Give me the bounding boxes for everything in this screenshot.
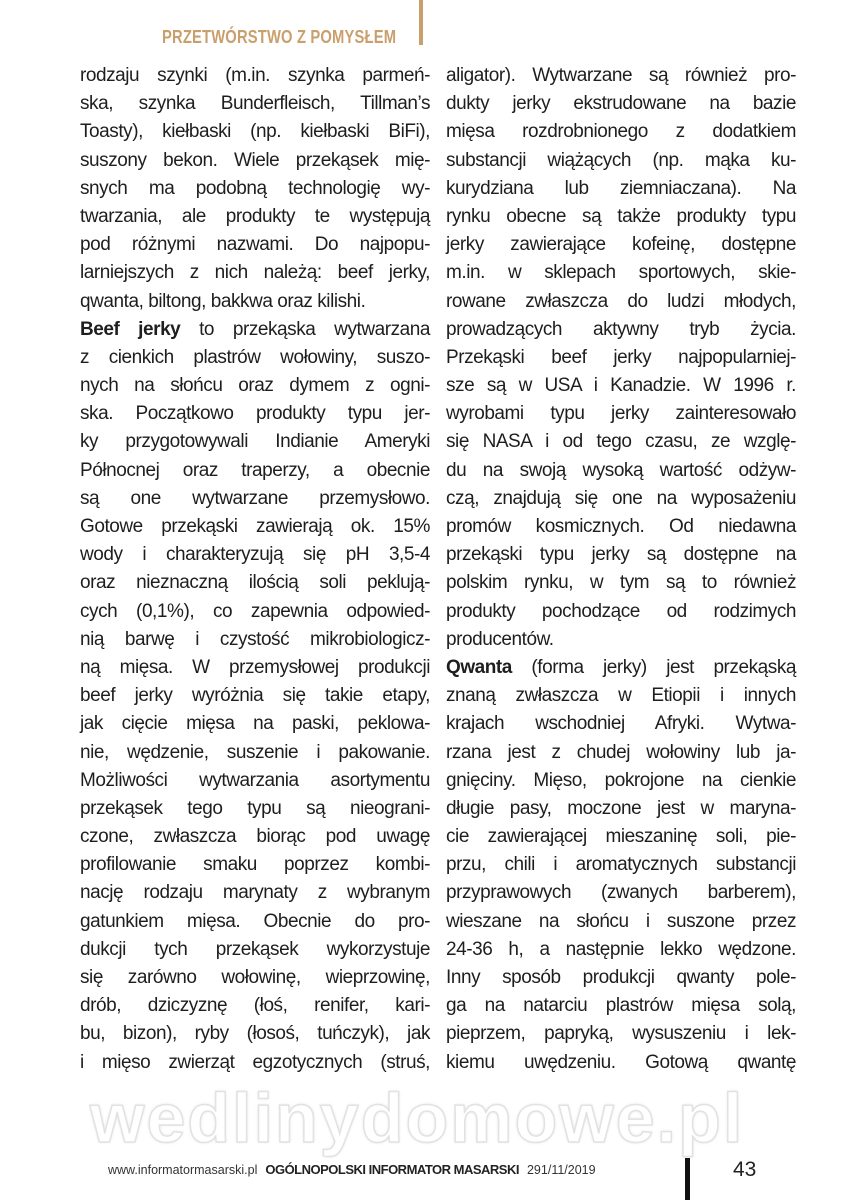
article-column-right: [446, 62, 796, 1077]
text-line: [80, 1020, 430, 1048]
text-line: [446, 428, 796, 456]
text-line: [80, 767, 430, 795]
line-text: nie, wędzenie, suszenie i pakowanie.: [80, 741, 430, 763]
line-text: znaną zwłaszcza w Etiopii i innych: [446, 685, 796, 707]
text-line: [446, 231, 796, 259]
text-line: [80, 62, 430, 90]
text-line: [80, 372, 430, 400]
line-text: ska. Początkowo produkty typu jer-: [80, 403, 430, 425]
line-text: beef jerky wyróżnia się takie etapy,: [80, 685, 430, 707]
text-line: [80, 823, 430, 851]
line-text: substancji wiążących (np. mąka ku-: [446, 149, 796, 171]
text-line: [80, 344, 430, 372]
line-text: bu, bizon), ryby (łosoś, tuńczyk), jak: [80, 1023, 430, 1045]
text-line: [446, 175, 796, 203]
line-text: Północnej oraz traperzy, a obecnie: [80, 459, 430, 481]
text-line: [80, 879, 430, 907]
line-text: ga na natarciu plastrów mięsa solą,: [446, 995, 796, 1017]
line-text: du na swoją wysoką wartość odżyw-: [446, 459, 796, 481]
text-line: [80, 851, 430, 879]
text-line: [446, 259, 796, 287]
page-number: 43: [733, 1158, 757, 1181]
line-text: się NASA i od tego czasu, ze wzglę-: [446, 431, 796, 453]
line-text: nację rodzaju marynaty z wybranym: [80, 882, 430, 904]
text-line: [80, 90, 430, 118]
line-text: ky przygotowywali Indianie Ameryki: [80, 431, 430, 453]
text-line: [446, 457, 796, 485]
footer-magazine-title: OGÓLNOPOLSKI INFORMATOR MASARSKI: [265, 1162, 519, 1177]
text-line: [80, 400, 430, 428]
text-line: [80, 654, 430, 682]
line-text: kiemu uwędzeniu. Gotową qwantę: [446, 1051, 796, 1073]
line-text: przyprawowych (zwanych barberem),: [446, 882, 796, 904]
line-text: czą, znajdują się one na wyposażeniu: [446, 487, 796, 509]
line-text: przekąski typu jerky są dostępne na: [446, 544, 796, 566]
text-line: [446, 344, 796, 372]
line-text: qwanta, biltong, bakkwa oraz kilishi.: [80, 290, 366, 312]
text-line: [446, 710, 796, 738]
bold-term: Qwanta: [446, 656, 512, 678]
text-line: [80, 598, 430, 626]
text-line: [446, 879, 796, 907]
line-text: produkty pochodzące od rodzimych: [446, 600, 796, 622]
footer-divider: [685, 1158, 690, 1200]
line-text: nią barwę i czystość mikrobiologicz-: [80, 628, 430, 650]
line-text: producentów.: [446, 628, 554, 650]
text-line: [80, 231, 430, 259]
line-text: rynku obecne są także produkty typu: [446, 205, 796, 227]
text-line: [80, 203, 430, 231]
line-text: cie zawierającej mieszaninę soli, pie-: [446, 826, 796, 848]
line-text: ska, szynka Bunderfleisch, Tillman’s: [80, 93, 430, 115]
article-column-left: [80, 62, 430, 1077]
line-text: i mięso zwierząt egzotycznych (struś,: [80, 1051, 430, 1073]
line-text: aligator). Wytwarzane są również pro-: [446, 65, 796, 86]
line-text: długie pasy, moczone jest w maryna-: [446, 797, 796, 819]
line-text: Inny sposób produkcji qwanty pole-: [446, 967, 796, 988]
line-text: pieprzem, papryką, wysuszeniu i lek-: [446, 1023, 796, 1045]
text-line: [446, 936, 796, 964]
line-text: gnięciny. Mięso, pokrojone na cienkie: [446, 769, 796, 791]
line-text: sze są w USA i Kanadzie. W 1996 r.: [446, 375, 796, 397]
line-text: oraz nieznaczną ilością soli peklują-: [80, 572, 430, 594]
text-line: [80, 569, 430, 597]
line-text: kurydziana lub ziemniaczana). Na: [446, 177, 796, 199]
line-text: ną mięsa. W przemysłowej produkcji: [80, 656, 430, 678]
text-line: [80, 1049, 430, 1077]
text-line: [446, 767, 796, 795]
text-line: [80, 992, 430, 1020]
text-line: [80, 316, 430, 344]
line-text: Gotowe przekąski zawierają ok. 15%: [80, 516, 430, 537]
text-line: [80, 457, 430, 485]
text-line: [80, 288, 430, 316]
text-line: [446, 1020, 796, 1048]
text-line: [446, 513, 796, 541]
line-text: wody i charakteryzują się pH 3,5-4: [80, 544, 430, 566]
text-line: [446, 1049, 796, 1077]
text-line: [80, 118, 430, 146]
text-line: [446, 118, 796, 146]
line-text: snych ma podobną technologię wy-: [80, 177, 430, 199]
text-line: [446, 851, 796, 879]
line-text: się zarówno wołowinę, wieprzowinę,: [80, 967, 430, 988]
line-text: cych (0,1%), co zapewnia odpowied-: [80, 600, 430, 622]
text-line: [80, 682, 430, 710]
text-line: [446, 316, 796, 344]
line-text: polskim rynku, w tym są to również: [446, 572, 796, 594]
text-line: [80, 147, 430, 175]
text-line: [80, 428, 430, 456]
text-line: [80, 175, 430, 203]
text-line: [80, 513, 430, 541]
line-text: przu, chili i aromatycznych substancji: [446, 854, 796, 876]
text-line: [446, 626, 796, 654]
text-line: [446, 90, 796, 118]
line-text: dukty jerky ekstrudowane na bazie: [446, 93, 796, 115]
section-title: PRZETWÓRSTWO Z POMYSŁEM: [162, 27, 397, 47]
line-text: z cienkich plastrów wołowiny, suszo-: [80, 346, 430, 368]
text-line: [446, 739, 796, 767]
text-line: [446, 541, 796, 569]
text-line: [446, 288, 796, 316]
line-text: czone, zwłaszcza biorąc pod uwagę: [80, 826, 430, 848]
text-line: [80, 908, 430, 936]
line-text: pod różnymi nazwami. Do najpopu-: [80, 234, 430, 256]
line-text: jerky zawierające kofeinę, dostępne: [446, 234, 796, 256]
line-text: rodzaju szynki (m.in. szynka parmeń-: [80, 65, 430, 86]
text-line: [446, 569, 796, 597]
text-line: [446, 992, 796, 1020]
text-line: [80, 259, 430, 287]
line-text: Możliwości wytwarzania asortymentu: [80, 769, 430, 791]
line-text: Toasty), kiełbaski (np. kiełbaski BiFi),: [80, 121, 430, 143]
text-line: [80, 626, 430, 654]
line-text: są one wytwarzane przemysłowo.: [80, 487, 430, 509]
line-text: promów kosmicznych. Od niedawna: [446, 516, 796, 537]
text-line: [446, 147, 796, 175]
footer-issue: 291/11/2019: [526, 1163, 596, 1177]
text-line: [446, 485, 796, 513]
text-line: [446, 598, 796, 626]
footer: [108, 1162, 596, 1177]
text-line: [80, 710, 430, 738]
text-line: [80, 936, 430, 964]
text-line: [80, 485, 430, 513]
line-text: m.in. w sklepach sportowych, skie-: [446, 262, 796, 284]
text-line: [446, 372, 796, 400]
line-text: drób, dziczyznę (łoś, renifer, kari-: [80, 995, 430, 1017]
line-text: larniejszych z nich należą: beef jerky,: [80, 262, 430, 284]
header-divider: [419, 0, 423, 45]
footer-url-link[interactable]: www.informatormasarski.pl: [108, 1163, 258, 1177]
text-line: [446, 964, 796, 992]
text-line: [80, 795, 430, 823]
watermark: wedlinydomowe.pl: [90, 1079, 745, 1157]
line-text: jak cięcie mięsa na paski, peklowa-: [80, 713, 430, 735]
line-text: gatunkiem mięsa. Obecnie do pro-: [80, 910, 430, 932]
line-text: dukcji tych przekąsek wykorzystuje: [80, 938, 430, 960]
line-text: twarzania, ale produkty te występują: [80, 205, 430, 227]
line-text: wyrobami typu jerky zainteresowało: [446, 403, 796, 425]
text-line: [446, 908, 796, 936]
line-text: mięsa rozdrobnionego z dodatkiem: [446, 121, 796, 143]
line-text: 24-36 h, a następnie lekko wędzone.: [446, 938, 796, 960]
text-line: [80, 964, 430, 992]
text-line: [446, 400, 796, 428]
line-text: rzana jest z chudej wołowiny lub ja-: [446, 741, 796, 763]
line-text: krajach wschodniej Afryki. Wytwa-: [446, 713, 796, 735]
text-line: [446, 62, 796, 90]
bold-term: Beef jerky: [80, 318, 181, 340]
text-line: [80, 541, 430, 569]
line-text: przekąsek tego typu są nieograni-: [80, 797, 430, 819]
text-line: [80, 739, 430, 767]
text-line: [446, 795, 796, 823]
line-text: profilowanie smaku poprzez kombi-: [80, 854, 430, 876]
line-text: nych na słońcu oraz dymem z ogni-: [80, 375, 430, 397]
text-line: [446, 823, 796, 851]
line-text: (forma jerky) jest przekąską: [511, 656, 796, 678]
text-line: [446, 203, 796, 231]
text-line: [446, 682, 796, 710]
line-text: to przekąska wytwarzana: [180, 318, 430, 340]
line-text: wieszane na słońcu i suszone przez: [446, 910, 796, 932]
line-text: prowadzących aktywny tryb życia.: [446, 318, 796, 340]
text-line: [446, 654, 796, 682]
line-text: suszony bekon. Wiele przekąsek mię-: [80, 149, 430, 171]
line-text: rowane zwłaszcza do ludzi młodych,: [446, 290, 796, 312]
line-text: Przekąski beef jerky najpopularniej-: [446, 346, 796, 368]
